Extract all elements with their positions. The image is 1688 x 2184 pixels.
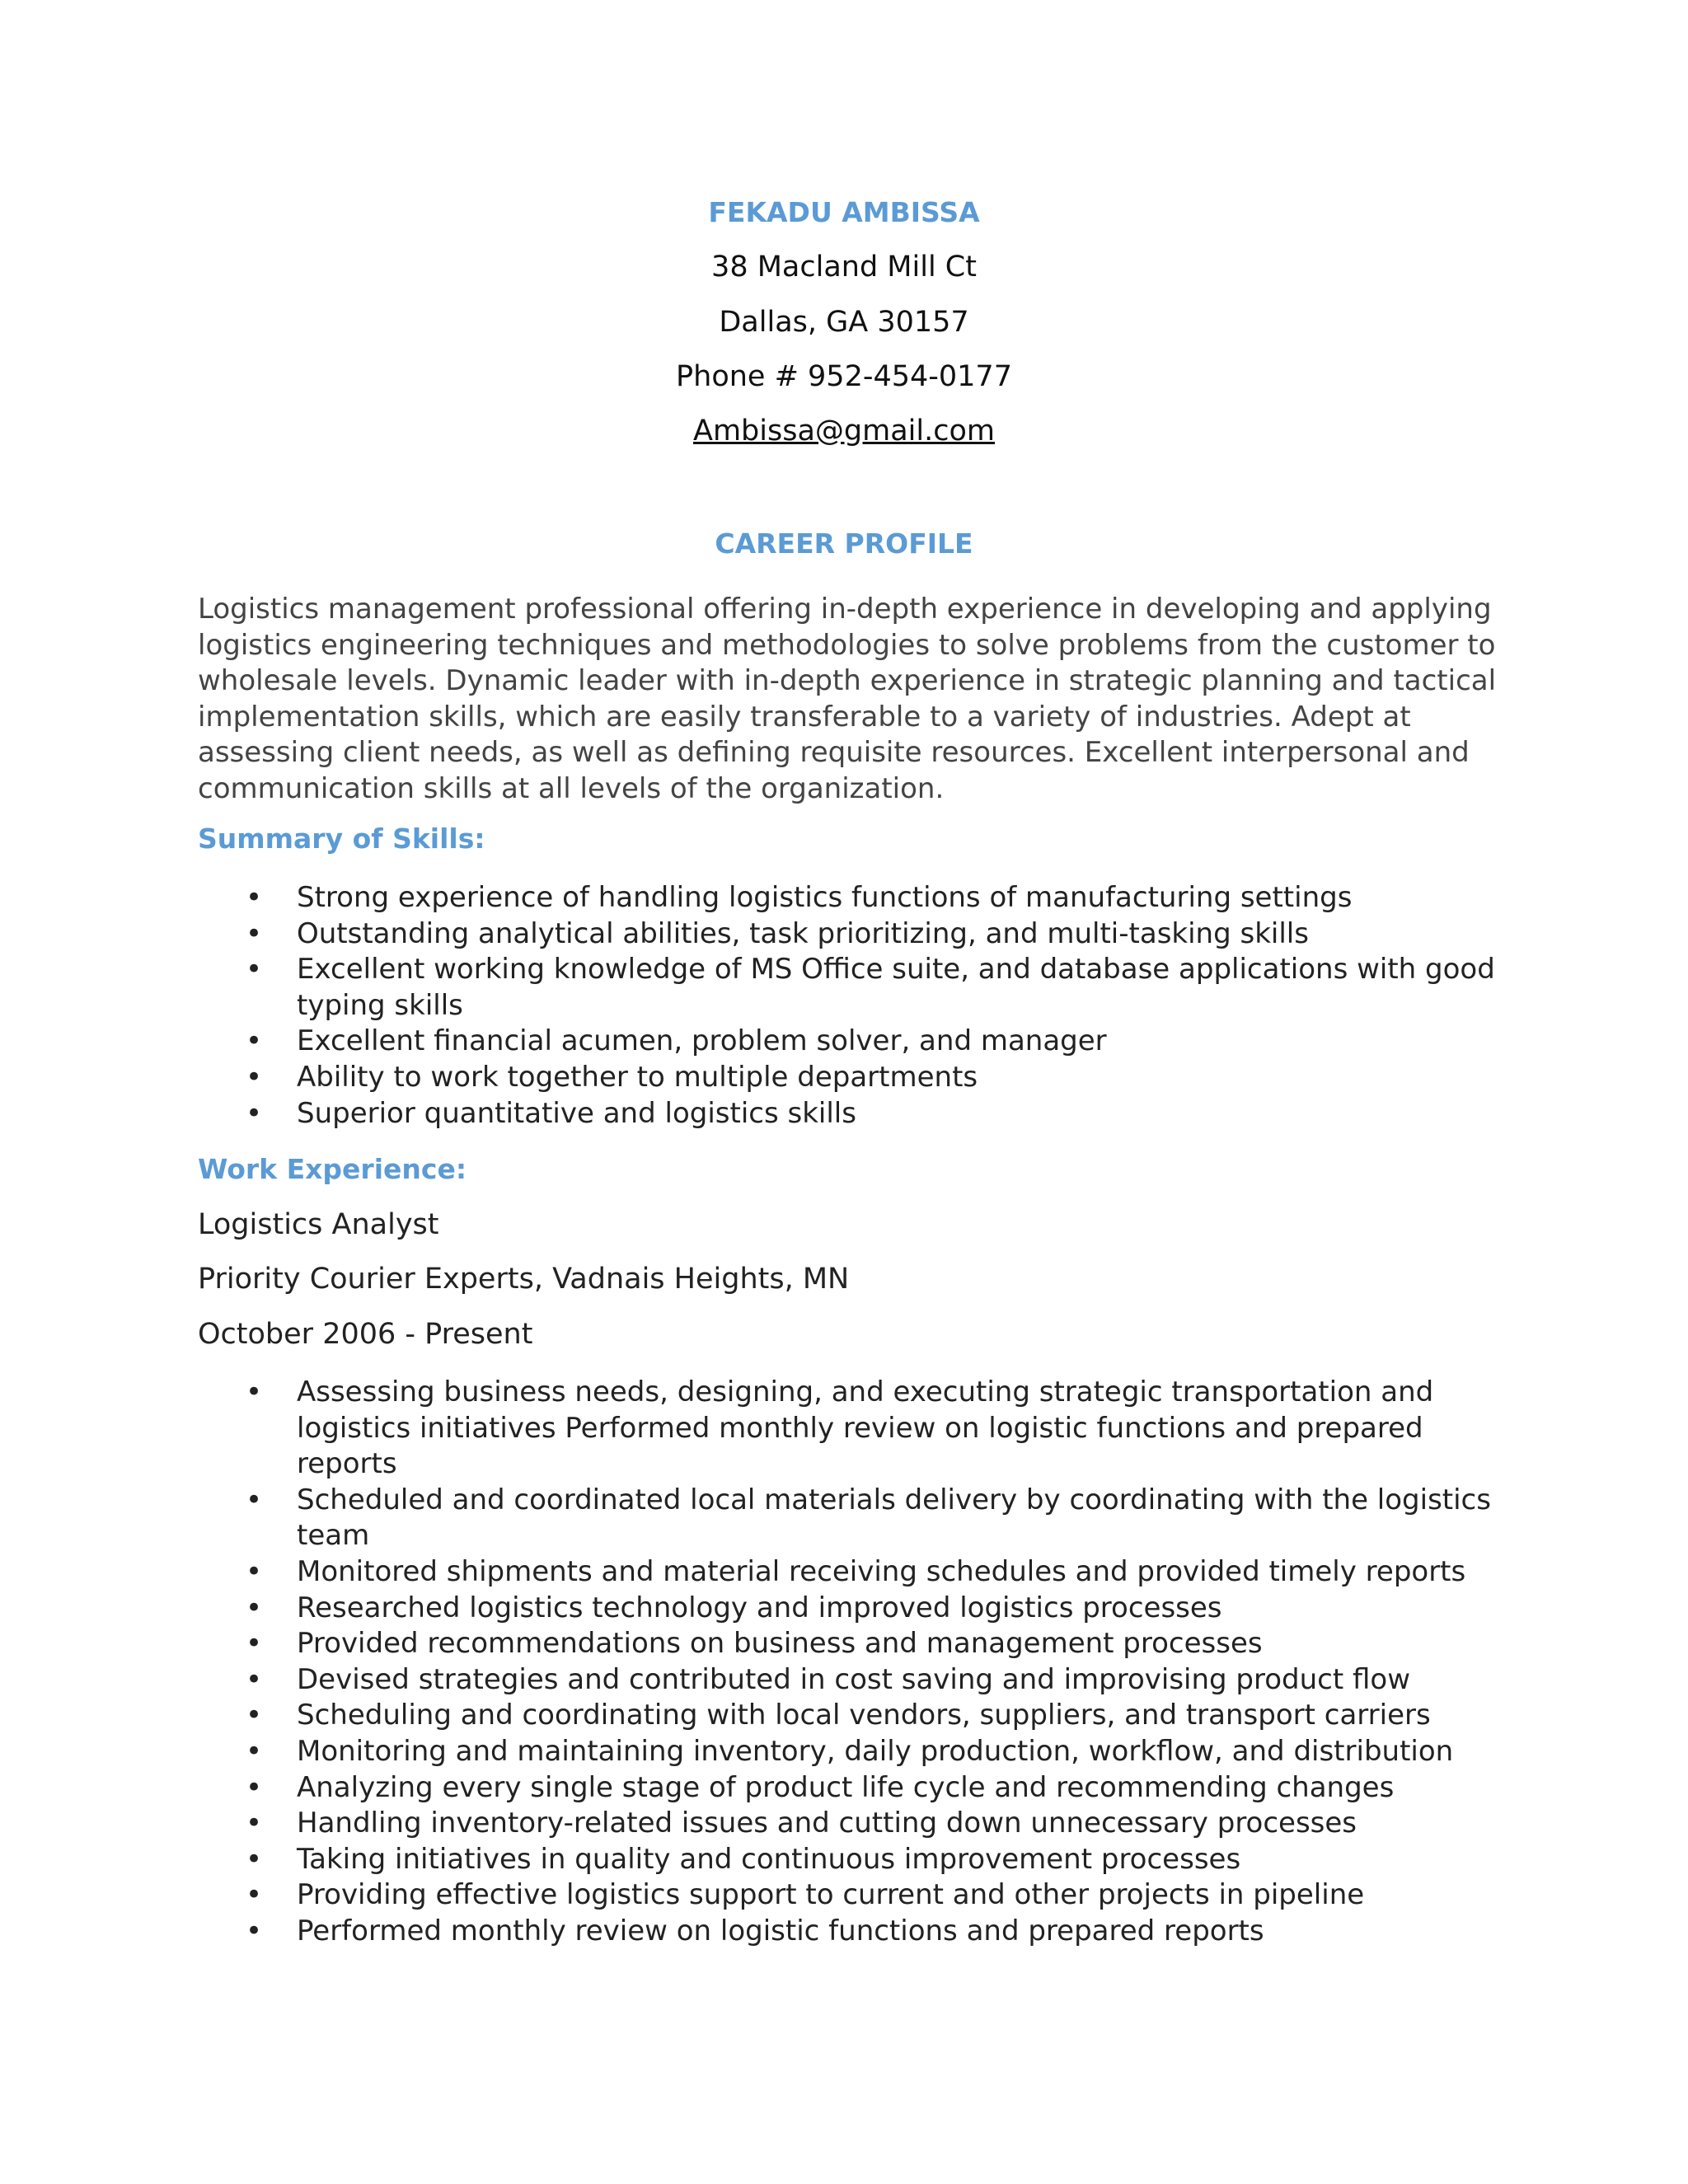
experience-item: • Scheduling and coordinating with local vendors, suppliers, and transport carriers: [198, 1698, 1500, 1734]
skill-item: • Excellent working knowledge of MS Office suite, and database applications with good typing skills: [198, 952, 1500, 1024]
job-title: Logistics Analyst: [198, 1208, 439, 1241]
experience-item: • Analyzing every single stage of product life cycle and recommending changes: [198, 1770, 1500, 1807]
experience-item: • Scheduled and coordinated local materials delivery by coordinating with the logistics team: [198, 1483, 1500, 1554]
skills-heading: Summary of Skills:: [198, 823, 485, 855]
experience-item: • Performed monthly review on logistic functions and prepared reports: [198, 1914, 1500, 1950]
skill-item: • Excellent financial acumen, problem solver, and manager: [198, 1024, 1500, 1060]
experience-item: • Handling inventory-related issues and cutting down unnecessary processes: [198, 1806, 1500, 1842]
skill-item: • Outstanding analytical abilities, task prioritizing, and multi-tasking skills: [198, 916, 1500, 953]
experience-item: • Assessing business needs, designing, and executing strategic transportation and logistics initiatives Performed monthly review on logistic functions and prepared reports: [198, 1375, 1500, 1483]
career-profile-heading: CAREER PROFILE: [715, 527, 973, 560]
experience-list: [198, 1375, 1500, 1950]
skill-item: • Superior quantitative and logistics skills: [198, 1096, 1500, 1132]
career-profile-text: Logistics management professional offering in-depth experience in developing and applying logistics engineering techniques and methodologies to solve problems from the customer to wholesale levels. Dynamic leader with in-depth experience in strategic planning and tactical implementation skills, which are easily transferable to a variety of industries. Adept at assessing client needs, as well as defining requisite resources. Excellent interpersonal and communication skills at all levels of the organization.: [198, 593, 1497, 805]
experience-item: • Devised strategies and contributed in cost saving and improvising product flow: [198, 1662, 1500, 1699]
phone-number: Phone # 952-454-0177: [676, 360, 1012, 393]
skill-item: • Ability to work together to multiple departments: [198, 1060, 1500, 1096]
experience-item: • Taking initiatives in quality and continuous improvement processes: [198, 1842, 1500, 1878]
experience-item: • Monitored shipments and material receiving schedules and provided timely reports: [198, 1554, 1500, 1591]
skill-item: • Strong experience of handling logistics functions of manufacturing settings: [198, 880, 1500, 916]
candidate-name: FEKADU AMBISSA: [708, 196, 980, 228]
address-line-1: 38 Macland Mill Ct: [711, 251, 977, 284]
experience-item: • Monitoring and maintaining inventory, daily production, workflow, and distribution: [198, 1734, 1500, 1770]
experience-item: • Providing effective logistics support to current and other projects in pipeline: [198, 1877, 1500, 1914]
job-dates: October 2006 - Present: [198, 1318, 533, 1351]
work-experience-heading: Work Experience:: [198, 1153, 467, 1185]
experience-item: • Researched logistics technology and improved logistics processes: [198, 1591, 1500, 1627]
company-name: Priority Courier Experts, Vadnais Heights, MN: [198, 1263, 850, 1296]
email-link[interactable]: Ambissa@gmail.com: [693, 415, 995, 448]
experience-item: • Provided recommendations on business and management processes: [198, 1626, 1500, 1662]
address-line-2: Dallas, GA 30157: [719, 306, 969, 339]
skills-list: [198, 880, 1500, 1132]
